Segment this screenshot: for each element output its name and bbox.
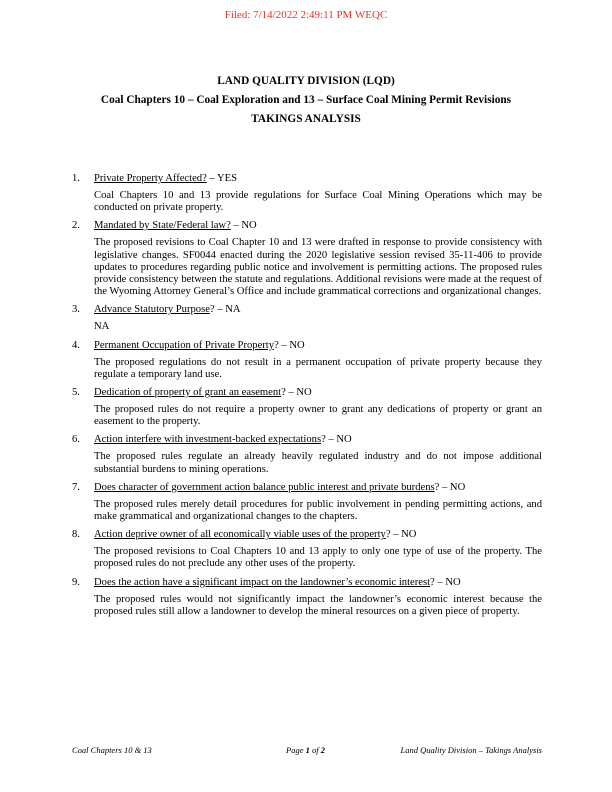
question-answer: – YES — [206, 173, 237, 184]
question-answer: ? – NO — [321, 434, 352, 446]
question-number: 2. — [72, 220, 80, 232]
question-explanation: The proposed revisions to Coal Chapters 10 and 13 apply to only one type of use of the property. The proposed rules do not preclude any other uses of the property. — [94, 546, 542, 570]
question-number: 7. — [72, 481, 80, 493]
question-text: Private Property Affected? — [94, 173, 207, 184]
question-text: Action deprive owner of all economically viable uses of the property — [94, 529, 386, 541]
question-explanation: Coal Chapters 10 and 13 provide regulations for Surface Coal Mining Operations which may be conducted on private property. — [94, 190, 542, 214]
question-item — [72, 339, 542, 381]
question-explanation: The proposed regulations do not result in a permanent occupation of private property because they regulate a temporary land use. — [94, 356, 542, 380]
footer-page-label: Page — [286, 745, 306, 755]
question-title — [94, 172, 542, 185]
filed-stamp: Filed: 7/14/2022 2:49:11 PM WEQC — [224, 9, 388, 21]
question-answer: ? – NO — [430, 576, 461, 588]
footer-current-page: 1 — [305, 745, 310, 755]
header-analysis-title: TAKINGS ANALYSIS — [251, 113, 361, 125]
question-title — [94, 219, 542, 232]
question-answer: ? – NA — [209, 304, 241, 316]
footer-page-of: of — [309, 745, 321, 755]
question-explanation: The proposed rules merely detail procedures for public involvement in pending permitting actions, and make grammatical and organizational changes to the chapters. — [94, 498, 542, 523]
question-item — [72, 303, 542, 333]
question-number: 9. — [72, 576, 80, 588]
footer-total-pages: 2 — [320, 745, 325, 755]
document-header — [60, 72, 552, 129]
question-item — [72, 172, 542, 214]
question-answer: ? – NO — [274, 339, 305, 351]
question-number: 4. — [72, 339, 80, 351]
question-text: Does the action have a significant impact on the landowner’s economic interest — [94, 576, 431, 588]
question-explanation: The proposed rules regulate an already heavily regulated industry and do not impose additional substantial burdens to mining operations. — [94, 451, 542, 475]
question-number: 5. — [72, 387, 80, 399]
header-division: LAND QUALITY DIVISION (LQD) — [217, 75, 395, 87]
question-item — [72, 386, 542, 428]
question-title — [94, 481, 542, 494]
question-item — [72, 528, 542, 570]
question-explanation: The proposed rules would not significantly impact the landowner’s economic interest because the proposed rules still allow a landowner to develop the mineral resources on a given piece of property. — [94, 593, 542, 617]
header-chapters: Coal Chapters 10 – Coal Exploration and 13 – Surface Coal Mining Permit Revisions — [100, 94, 512, 106]
question-title — [94, 528, 542, 541]
question-title — [94, 433, 542, 446]
question-item — [72, 219, 542, 298]
question-answer: ? – NO — [434, 481, 466, 493]
question-number: 6. — [72, 434, 80, 446]
question-text: Dedication of property of grant an easement — [94, 387, 282, 399]
question-answer: ? – NO — [385, 529, 417, 541]
question-item — [72, 576, 542, 618]
question-text: Action interfere with investment-backed expectations — [94, 434, 322, 446]
question-text: Mandated by State/Federal law? — [94, 220, 231, 232]
question-text: Permanent Occupation of Private Property — [94, 339, 275, 351]
question-number: 3. — [72, 304, 80, 316]
question-item — [72, 433, 542, 475]
question-number: 1. — [72, 173, 80, 184]
question-text: Advance Statutory Purpose — [94, 304, 210, 316]
question-explanation: The proposed rules do not require a property owner to grant any dedications of property or grant an easement to the property. — [94, 404, 542, 428]
question-title — [94, 339, 542, 352]
question-item — [72, 481, 542, 523]
question-explanation: The proposed revisions to Coal Chapter 10 and 13 were drafted in response to provide consistency with legislative changes. SF0044 enacted during the 2020 legislative session revised 35-11-406 to provide updates to procedures regarding public notice and involvement is permitting actions. The proposed rules provide consistency between the statute and regulations. Additional revisions were made at the request of the Wyoming Attorney General’s Office and include grammatical corrections and organizational changes. — [94, 237, 542, 298]
question-text: Does character of government action balance public interest and private burdens — [94, 481, 435, 493]
question-answer: – NO — [230, 220, 257, 232]
question-title — [94, 303, 542, 316]
question-answer: ? – NO — [281, 387, 312, 399]
takings-questions-list — [72, 172, 542, 623]
footer-chapters: Coal Chapters 10 & 13 — [72, 745, 152, 755]
question-title — [94, 576, 542, 589]
question-number: 8. — [72, 529, 80, 541]
footer-division: Land Quality Division – Takings Analysis — [400, 745, 542, 755]
question-explanation: NA — [94, 321, 110, 333]
footer-page-number — [286, 745, 325, 755]
question-title — [94, 386, 542, 399]
